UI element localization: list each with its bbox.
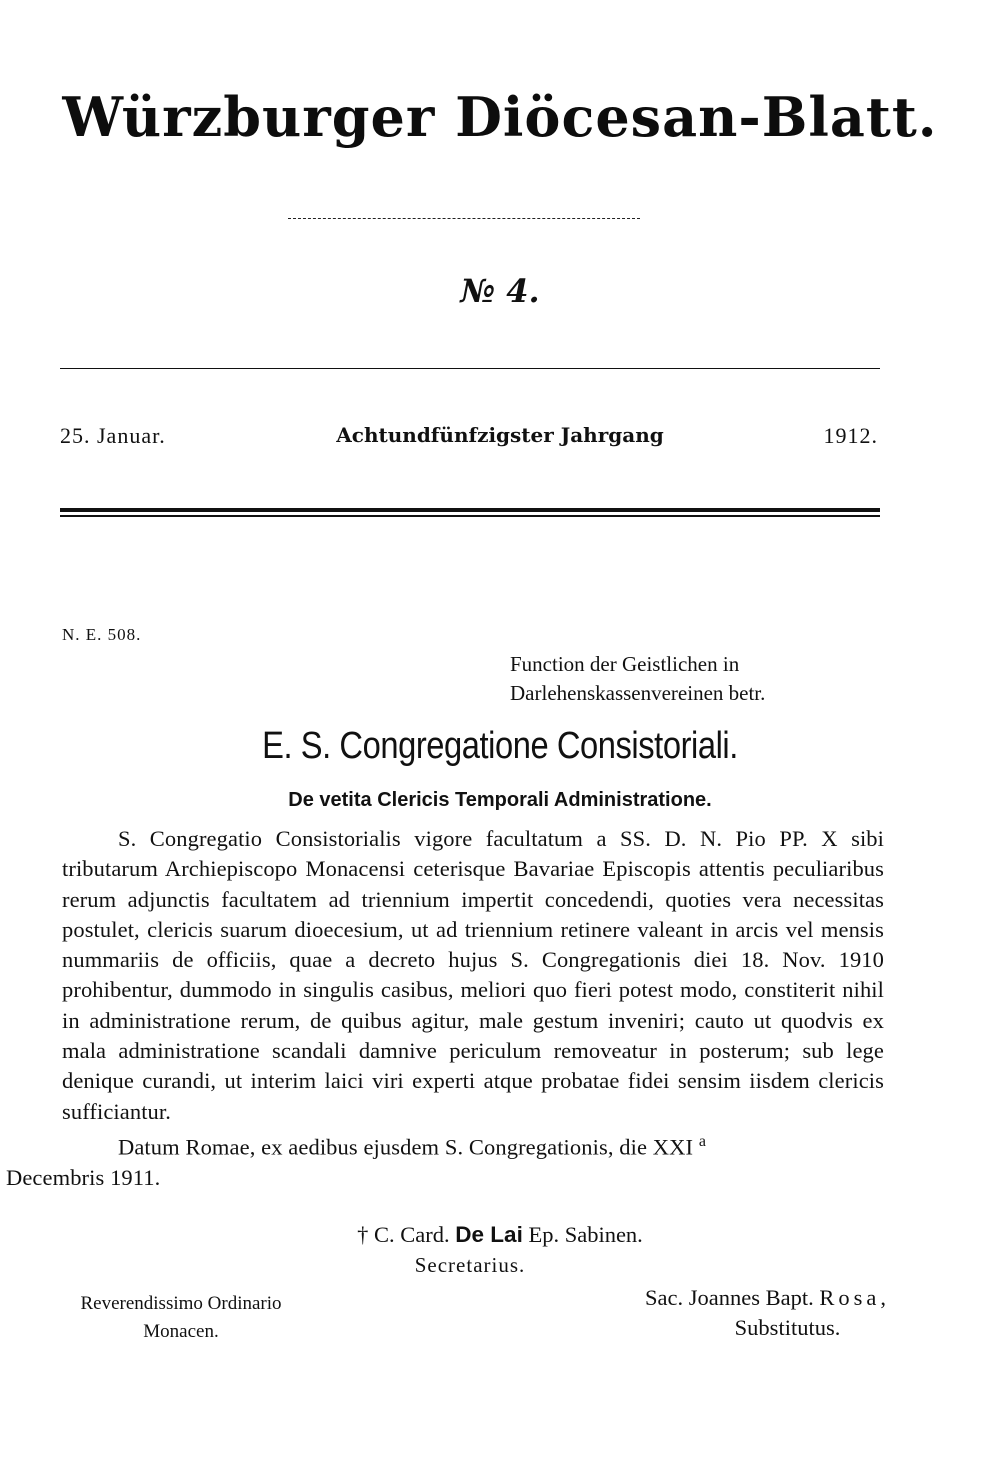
masthead-divider	[288, 218, 640, 219]
substitute-prefix: Sac. Joannes Bapt.	[645, 1285, 814, 1310]
addressee-line2: Monacen.	[143, 1321, 219, 1342]
substitute-signature	[580, 1283, 890, 1343]
document-body	[6, 824, 884, 1193]
header-double-rule-bottom	[60, 515, 880, 517]
substitute-title: Substitutus.	[734, 1315, 841, 1340]
dating-line-2: Decembris 1911.	[6, 1164, 161, 1190]
signature-prefix: † C. Card.	[357, 1222, 450, 1247]
dating-line: Datum Romae, ex aedibus ejusdem S. Congregationis, die XXI	[118, 1134, 694, 1160]
document-heading: E. S. Congregatione Consistoriali.	[262, 725, 738, 767]
signature-suffix: Ep. Sabinen.	[528, 1222, 643, 1247]
document-subheading: De vetita Clericis Temporali Administratione.	[288, 789, 712, 811]
body-paragraph: S. Congregatio Consistorialis vigore facultatum a SS. D. N. Pio PP. X sibi tributarum Archiepiscopo Monacensi ceterisque Bavariae Episcopis attentis peculiaribus rerum adjunctis facultatem ad triennium impertit concedendi, quoties vera necessitas postulet, clericis suarum dioecesium, ut ad triennium retinere valeant in arcis vel mensis nummariis de officiis, quae a decreto hujus S. Congregationis diei 18. Nov. 1910 prohibentur, dummodo in singulis casibus, meliori quo fieri potest modo, constiterit nihil in administratione rerum, de quibus agitur, male gestum inveniri; cauto ut quodvis ex mala administratione scandali damnive periculum removeatur in posterum; sub lege denique curandi, ut interim laici viri experti atque probatae fidei sensim iisdem clericis sufficiantur.	[62, 826, 884, 1124]
addressee-line1: Reverendissimo Ordinario	[80, 1293, 282, 1314]
issue-date: 25. Januar.	[60, 423, 166, 448]
issue-year: 1912.	[823, 423, 878, 448]
issue-rule	[60, 368, 880, 369]
masthead-title: Würzburger Diöcesan-Blatt.	[62, 85, 938, 149]
header-double-rule-top	[60, 508, 880, 512]
issue-number: № 4.	[460, 272, 540, 310]
signature-name: De Lai	[455, 1222, 523, 1247]
addressee-block	[62, 1290, 300, 1346]
reference-number: N. E. 508.	[62, 625, 142, 644]
dating-paragraph	[6, 1127, 884, 1193]
signature-title: Secretarius.	[414, 1253, 526, 1277]
cardinal-signature	[0, 1222, 1000, 1248]
volume-label: Achtundfünfzigster Jahrgang	[336, 423, 664, 447]
dating-superscript: a	[698, 1132, 707, 1150]
substitute-name: Rosa,	[819, 1285, 890, 1310]
marginal-note: Function der Geistlichen in Darlehenskassenvereinen betr.	[510, 652, 766, 705]
